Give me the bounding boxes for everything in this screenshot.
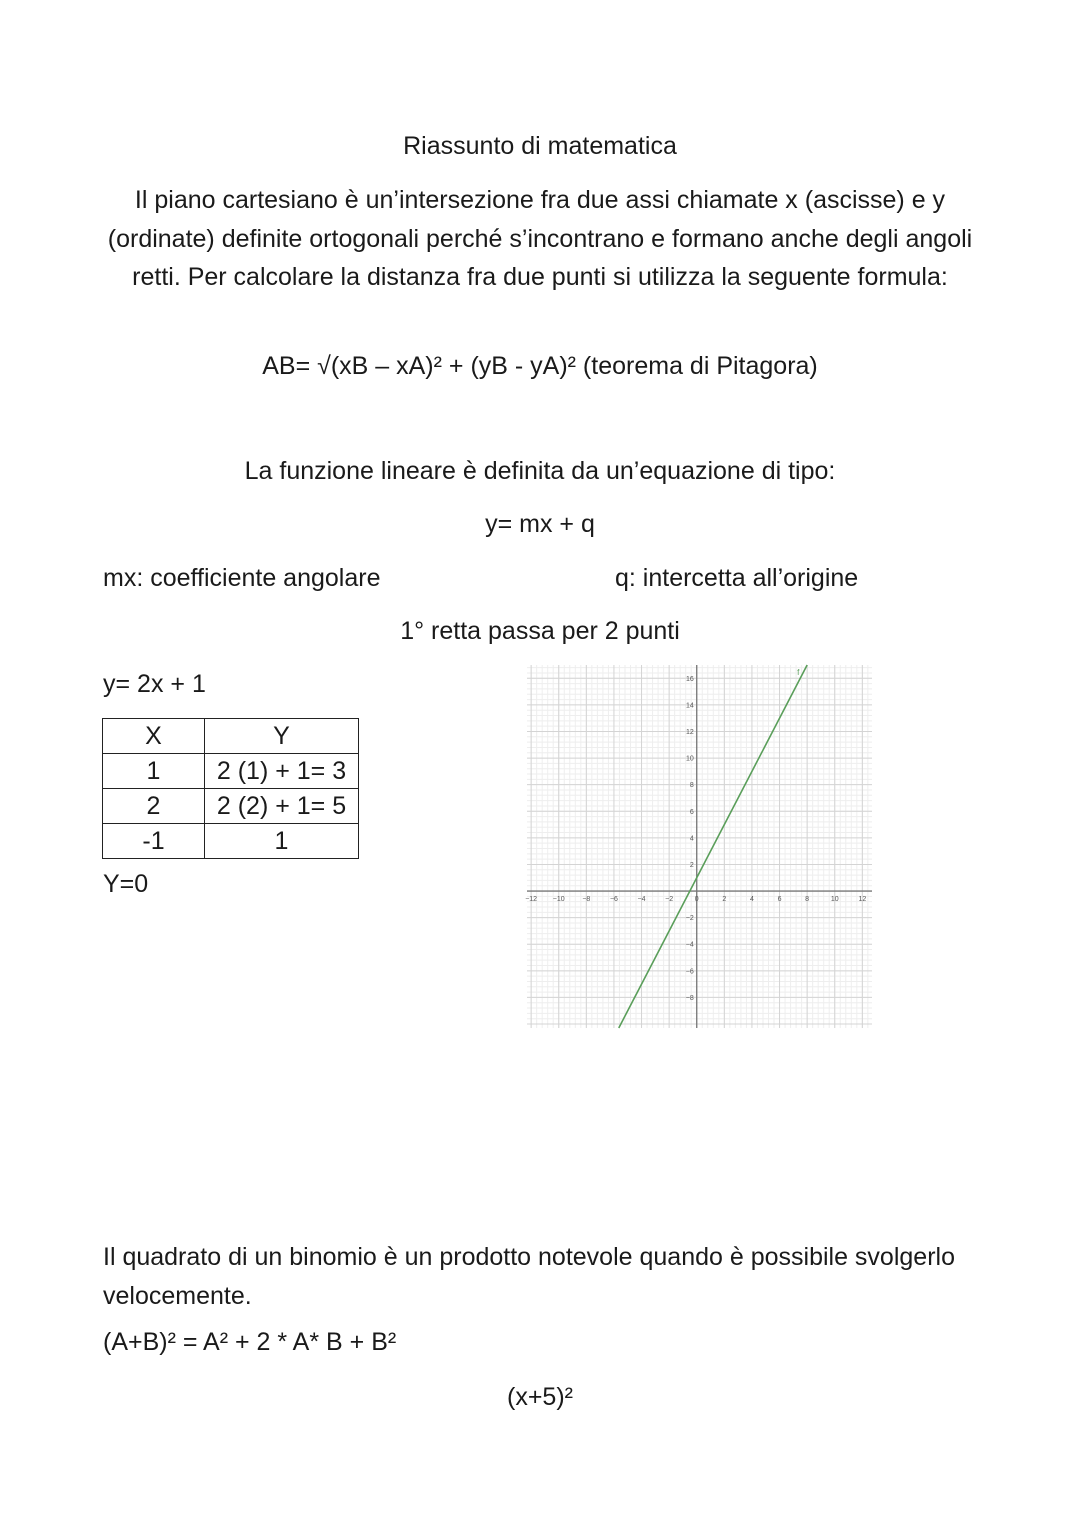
cell-x: -1 xyxy=(103,824,205,859)
x-tick-label: −10 xyxy=(552,896,565,904)
x-tick-label: 12 xyxy=(858,896,867,904)
binomial-text: Il quadrato di un binomio è un prodotto notevole quando è possibile svolgerlo velocemente. xyxy=(103,1243,955,1310)
q-definition: q: intercetta all’origine xyxy=(615,564,859,592)
linear-intro: La funzione lineare è definita da un’equazione di tipo: xyxy=(244,457,836,485)
x-tick-label: −8 xyxy=(582,896,591,904)
cell-x: 2 xyxy=(103,789,205,824)
y-tick-label: 8 xyxy=(689,782,694,790)
y-tick-label: −2 xyxy=(685,915,694,923)
linear-equation: y= mx + q xyxy=(485,510,595,538)
cell-x: 1 xyxy=(103,754,205,789)
distance-formula: AB= √(xB – xA)² + (yB - yA)² (teorema di Pitagora) xyxy=(262,352,818,380)
table-row xyxy=(103,754,359,789)
x-tick-label: −12 xyxy=(525,896,538,904)
table-row xyxy=(103,824,359,859)
x-tick-label: −2 xyxy=(665,896,674,904)
y-tick-label: 16 xyxy=(685,675,694,683)
series-label: f xyxy=(797,668,800,677)
binomial-example: (x+5)² xyxy=(507,1383,573,1411)
y-tick-label: 10 xyxy=(685,755,694,763)
y-tick-label: 4 xyxy=(689,835,694,843)
y-tick-label: 2 xyxy=(689,861,694,869)
cell-y: 2 (1) + 1= 3 xyxy=(205,754,359,789)
table-header-row xyxy=(103,719,359,754)
page-title: Riassunto di matematica xyxy=(403,132,677,160)
x-tick-label: 4 xyxy=(749,896,754,904)
cell-y: 1 xyxy=(205,824,359,859)
x-tick-label: −6 xyxy=(609,896,618,904)
header-y: Y xyxy=(205,719,359,754)
binomial-formula: (A+B)² = A² + 2 * A* B + B² xyxy=(103,1328,397,1356)
line-graph xyxy=(527,665,872,1028)
y-zero-note: Y=0 xyxy=(103,870,149,898)
intro-paragraph: Il piano cartesiano è un’intersezione fra due assi chiamate x (ascisse) e y (ordinate) definite ortogonali perché s’incontrano e formano anche degli angoli retti. Per calcolare la distanza fra due punti si utilizza la seguente formula: xyxy=(107,186,973,291)
x-tick-label: 0 xyxy=(694,896,699,904)
x-tick-label: 6 xyxy=(777,896,782,904)
y-tick-label: −8 xyxy=(685,994,694,1002)
y-tick-label: −6 xyxy=(685,968,694,976)
cell-y: 2 (2) + 1= 5 xyxy=(205,789,359,824)
y-tick-label: −4 xyxy=(685,941,694,949)
table-row xyxy=(103,789,359,824)
x-tick-label: −4 xyxy=(637,896,646,904)
section-heading: 1° retta passa per 2 punti xyxy=(400,617,680,645)
x-tick-label: 10 xyxy=(830,896,839,904)
y-tick-label: 6 xyxy=(689,808,694,816)
values-table xyxy=(102,718,359,859)
y-tick-label: 12 xyxy=(685,728,694,736)
example-equation: y= 2x + 1 xyxy=(103,670,206,698)
y-tick-label: 14 xyxy=(685,702,694,710)
x-tick-label: 2 xyxy=(722,896,727,904)
header-x: X xyxy=(103,719,205,754)
x-tick-label: 8 xyxy=(805,896,810,904)
m-definition: mx: coefficiente angolare xyxy=(103,564,381,592)
